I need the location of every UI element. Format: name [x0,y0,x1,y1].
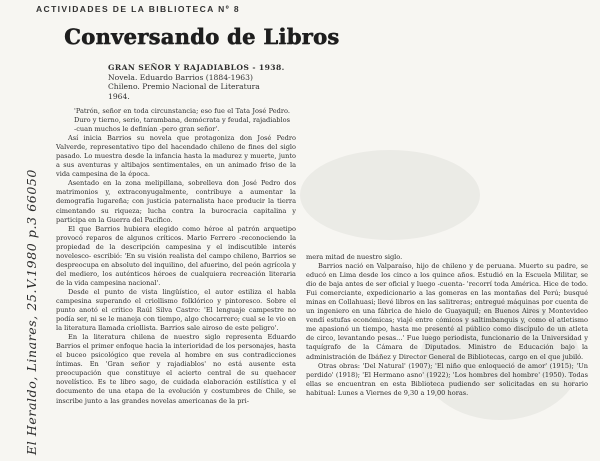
citation-line: GRAN SEÑOR Y RAJADIABLOS - 1938. [108,63,285,72]
handwritten-source-note: El Heraldo, Linares, 25.V.1980 p.3 66050 [24,169,39,455]
article-column-left [56,107,296,406]
paragraph: El que Barrios hubiera elegido como héroe al patrón arquetipo provocó reparos de algunos críticos. Mario Ferrero -reconociendo la propiedad de la descripción campesina y el indiscutible interés novelesco- escribió: 'En su visión realista del campo chileno, Barrios se despreocupa en absoluto del inquilino, del afuerino, del peón agrícola y del mediero, los auténticos héroes de cualquiera recreación literaria de la vida campesina nacional'. [56,224,296,287]
paper-stain [300,150,480,240]
citation-line: 1964. [108,91,130,101]
section-kicker: ACTIVIDADES DE LA BIBLIOTECA Nº 8 [36,4,241,14]
handwritten-annotation [4,125,44,455]
paragraph: En la literatura chilena de nuestro siglo representa Eduardo Barrios el primer enfoque hacia la interioridad de los personajes, hasta el buceo psicológico que revela al hombre en sus contradicciones íntimas. En 'Gran señor y rajadiablos' no está ausente esta preocupación que constituye el acierto central de su quehacer novelístico. Es te libro sago, de cuidada elaboración estilística y el documento de una etapa de la evolución y costumbres de Chile, se inscribe junto a las grandes novelas americanas de la pri- [56,333,296,405]
opening-quote: 'Patrón, señor en toda circunstancia; eso fue el Tata José Pedro. Duro y tierno, serio, tarambana, demócrata y feudal, rajadiablos -cuan muchos le definían -pero gran señor'. [74,107,290,134]
article-column-right [306,253,588,398]
paragraph: Desde el punto de vista lingüístico, el autor estiliza el habla campesina superando el criollismo folklórico y pintoresco. Sobre el punto anotó el crítico Raúl Silva Castro: 'El lenguaje campestre no podía ser, ni se le maneja con tiempo, algo chocarrero; cual se le vio en la literatura llamada criollista. Barrios sale airoso de este peligro'. [56,287,296,333]
paragraph: mera mitad de nuestro siglo. [306,253,403,261]
citation-line: Chileno. Premio Nacional de Literatura [108,82,260,92]
column-title: Conversando de Libros [64,24,340,49]
paragraph: Asentado en la zona melipillana, sobrelleva don José Pedro dos matrimonios y, extraconyugalmente, contribuye a aumentar la demografía lugareña; con justicia paternalista hace producir la tierra cimentando su riqueza; lucha contra la burocracia capitalina y participa en la Guerra del Pacífico. [56,179,296,224]
book-citation [108,63,308,101]
paragraph: Otras obras: 'Del Natural' (1907); 'El niño que enloqueció de amor' (1915); 'Un perdido' (1918); 'El Hermano asno' (1922); 'Los hombres del hombre' (1950). Todas ellas se encuentran en esta Biblioteca pudiendo ser solicitadas en su horario habitual: Lunes a Viernes de 9,30 a 19,00 horas. [306,361,588,397]
citation-line: Novela. Eduardo Barrios (1884-1963) [108,72,253,82]
paragraph: Barrios nació en Valparaíso, hijo de chileno y de peruana. Muerto su padre, se educó en Lima desde los cinco a los quince años. Estudió en la Escuela Militar, se dio de baja antes de ser oficial y luego -cuenta- 'recorrí toda América. Hice de todo. Fui comerciante, expedicionario a las gomeras en las montañas del Perú; busqué minas en Collahuasi; llevé libros en las salitreras; entregué máquinas por cuenta de un ingeniero en una fábrica de hielo de Guayaquil; en Buenos Aires y Montevideo vendí estufas económicas; viajé entre cómicos y saltimbanquis y, como el atletismo me apasionó un tiempo, hasta me presenté al público como discípulo de un atleta de circo, levantando pesas...' Fue luego periodista, funcionario de la Universidad y taquígrafo de la Cámara de Diputados. Ministro de Educación bajo la administración de Ibáñez y Director General de Bibliotecas, cargo en el que jubiló. [306,262,588,361]
paragraph: Así inicia Barrios su novela que protagoniza don José Pedro Valverde, representativo tipo del hacendado chileno de fines del siglo pasado. Lo muestra desde la infancia hasta la madurez y muerte, junto a sus aventuras y altibajos sentimentales, en un animado friso de la vida campesina de la época. [56,134,296,179]
